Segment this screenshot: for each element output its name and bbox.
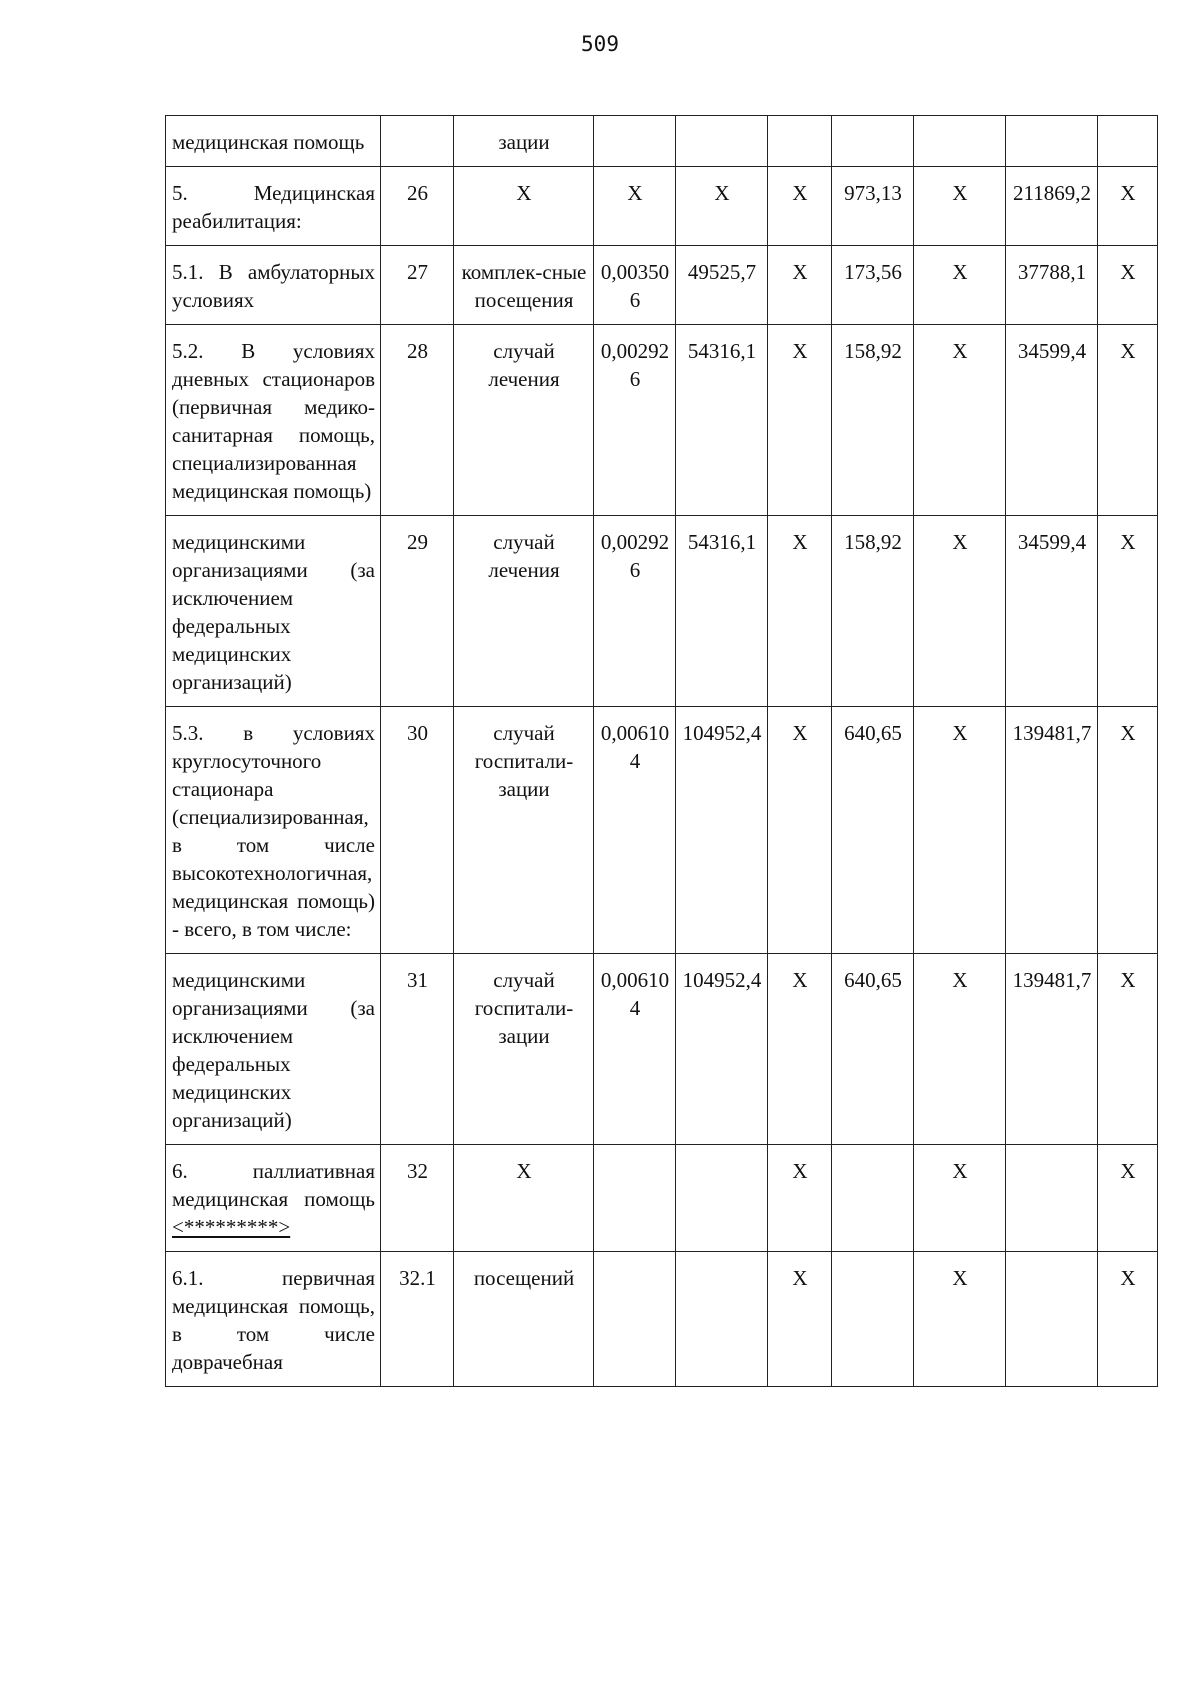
value-cell: X — [914, 954, 1006, 1145]
value-cell: X — [914, 167, 1006, 246]
row-number-cell: 31 — [381, 954, 454, 1145]
value-cell: X — [914, 516, 1006, 707]
value-cell — [914, 116, 1006, 167]
unit-cell: посещений — [454, 1252, 594, 1387]
row-number-cell: 30 — [381, 707, 454, 954]
unit-cell: X — [454, 1145, 594, 1252]
table-row — [166, 116, 1158, 167]
value-cell: 173,56 — [832, 246, 914, 325]
value-cell: X — [1098, 167, 1158, 246]
value-cell: X — [768, 246, 832, 325]
value-cell: 34599,4 — [1006, 516, 1098, 707]
value-cell: X — [768, 167, 832, 246]
norm-cell: 0,002926 — [594, 516, 676, 707]
value-cell — [768, 116, 832, 167]
row-name-cell: 5.1. В амбулаторных условиях — [166, 246, 381, 325]
norm-cell — [594, 1145, 676, 1252]
value-cell: X — [914, 246, 1006, 325]
value-cell: 640,65 — [832, 954, 914, 1145]
cost-cell: 54316,1 — [676, 516, 768, 707]
table-row — [166, 246, 1158, 325]
value-cell: X — [1098, 1252, 1158, 1387]
value-cell: X — [768, 1145, 832, 1252]
norm-cell: X — [594, 167, 676, 246]
table-row — [166, 707, 1158, 954]
value-cell: 158,92 — [832, 325, 914, 516]
unit-cell: случай госпитали-зации — [454, 954, 594, 1145]
value-cell: 211869,2 — [1006, 167, 1098, 246]
value-cell: X — [768, 1252, 832, 1387]
table-row — [166, 954, 1158, 1145]
unit-cell: случай лечения — [454, 325, 594, 516]
row-name-cell: медицинскими организациями (за исключением федеральных медицинских организаций) — [166, 954, 381, 1145]
value-cell: 37788,1 — [1006, 246, 1098, 325]
value-cell: X — [768, 954, 832, 1145]
unit-cell: X — [454, 167, 594, 246]
row-name-cell: 5. Медицинская реабилитация: — [166, 167, 381, 246]
value-cell: X — [914, 325, 1006, 516]
row-name-cell — [166, 1145, 381, 1252]
row-name-cell: медицинскими организациями (за исключением федеральных медицинских организаций) — [166, 516, 381, 707]
value-cell — [1098, 116, 1158, 167]
norm-cell: 0,006104 — [594, 954, 676, 1145]
row-name-cell: 5.3. в условиях круглосуточного стационара (специализированная, в том числе высокотехнологичная, медицинская помощь) - всего, в том числе: — [166, 707, 381, 954]
row-name-cell: 6.1. первичная медицинская помощь, в том числе доврачебная — [166, 1252, 381, 1387]
row-number-cell — [381, 116, 454, 167]
cost-cell: 54316,1 — [676, 325, 768, 516]
value-cell: 640,65 — [832, 707, 914, 954]
norm-cell: 0,003506 — [594, 246, 676, 325]
unit-cell: комплек-сные посещения — [454, 246, 594, 325]
norm-cell: 0,006104 — [594, 707, 676, 954]
unit-cell: зации — [454, 116, 594, 167]
unit-cell: случай лечения — [454, 516, 594, 707]
norm-cell — [594, 1252, 676, 1387]
unit-cell: случай госпитали-зации — [454, 707, 594, 954]
row-name-cell: медицинская помощь — [166, 116, 381, 167]
row-number-cell: 29 — [381, 516, 454, 707]
table-row — [166, 1252, 1158, 1387]
cost-cell — [676, 116, 768, 167]
cost-cell — [676, 1145, 768, 1252]
cost-cell: 49525,7 — [676, 246, 768, 325]
tariff-table — [165, 115, 1158, 1387]
value-cell: X — [768, 325, 832, 516]
value-cell: 973,13 — [832, 167, 914, 246]
value-cell: X — [1098, 1145, 1158, 1252]
value-cell — [1006, 116, 1098, 167]
value-cell: X — [914, 1252, 1006, 1387]
cost-cell: X — [676, 167, 768, 246]
row-name-cell: 5.2. В условиях дневных стационаров (первичная медико-санитарная помощь, специализированная медицинская помощь) — [166, 325, 381, 516]
value-cell: 158,92 — [832, 516, 914, 707]
value-cell — [832, 116, 914, 167]
value-cell — [832, 1145, 914, 1252]
value-cell — [832, 1252, 914, 1387]
page-number: 509 — [581, 32, 619, 56]
value-cell: X — [1098, 516, 1158, 707]
row-name-text: 6. паллиативная медицинская помощь — [172, 1159, 375, 1211]
row-number-cell: 27 — [381, 246, 454, 325]
value-cell: X — [914, 1145, 1006, 1252]
row-number-cell: 32.1 — [381, 1252, 454, 1387]
value-cell: 139481,7 — [1006, 954, 1098, 1145]
table-row — [166, 516, 1158, 707]
value-cell — [1006, 1252, 1098, 1387]
value-cell: X — [768, 516, 832, 707]
footnote-link[interactable]: <*********> — [172, 1215, 291, 1239]
value-cell: X — [1098, 325, 1158, 516]
value-cell: X — [768, 707, 832, 954]
norm-cell: 0,002926 — [594, 325, 676, 516]
table-row — [166, 167, 1158, 246]
value-cell: 34599,4 — [1006, 325, 1098, 516]
row-number-cell: 28 — [381, 325, 454, 516]
value-cell — [1006, 1145, 1098, 1252]
cost-cell: 104952,4 — [676, 707, 768, 954]
value-cell: X — [1098, 246, 1158, 325]
value-cell: X — [1098, 707, 1158, 954]
row-number-cell: 32 — [381, 1145, 454, 1252]
norm-cell — [594, 116, 676, 167]
value-cell: X — [914, 707, 1006, 954]
value-cell: X — [1098, 954, 1158, 1145]
cost-cell: 104952,4 — [676, 954, 768, 1145]
row-number-cell: 26 — [381, 167, 454, 246]
value-cell: 139481,7 — [1006, 707, 1098, 954]
cost-cell — [676, 1252, 768, 1387]
table-row — [166, 1145, 1158, 1252]
table-row — [166, 325, 1158, 516]
